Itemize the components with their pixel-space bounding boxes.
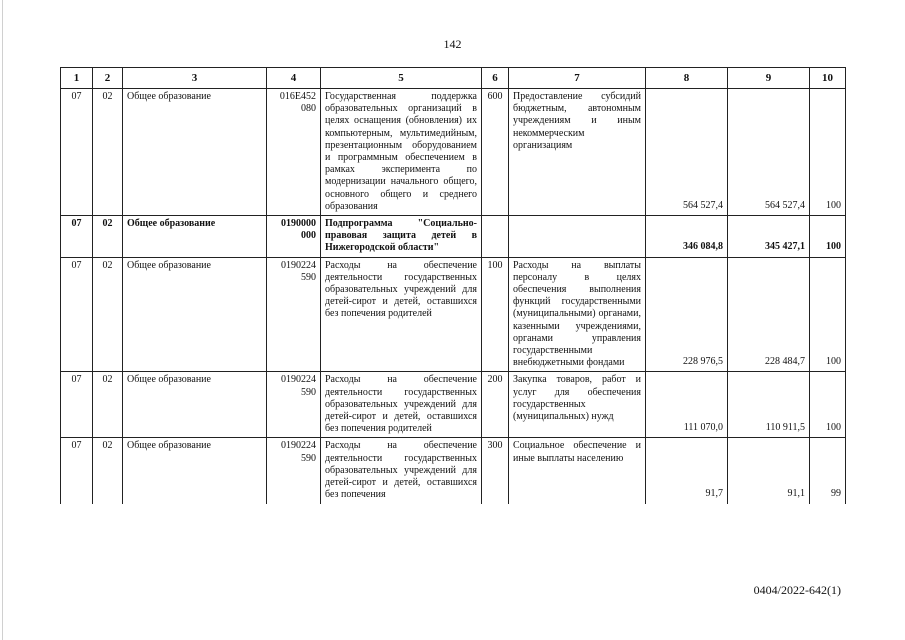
execution-percent: 100: [810, 89, 846, 216]
executed-amount: 91,1: [728, 438, 810, 504]
expense-type-name: Социальное обеспечение и иные выплаты населению: [509, 438, 646, 504]
expense-type-code: 300: [482, 438, 509, 504]
planned-amount: 91,7: [646, 438, 728, 504]
document-code: 0404/2022-642(1): [753, 583, 841, 597]
header-cell-1: 1: [61, 68, 93, 89]
section-name: Общее образование: [123, 89, 267, 216]
target-article-code: 016E452 080: [267, 89, 321, 216]
executed-amount: 564 527,4: [728, 89, 810, 216]
page-number: 142: [443, 37, 462, 51]
header-cell-8: 8: [646, 68, 728, 89]
expense-type-name: Закупка товаров, работ и услуг для обеспечения государственных (муниципальных) нужд: [509, 372, 646, 438]
expense-type-code: 200: [482, 372, 509, 438]
execution-percent: 100: [810, 216, 846, 258]
header-cell-6: 6: [482, 68, 509, 89]
budget-table: [60, 67, 846, 504]
subsection-code: 02: [93, 216, 123, 258]
execution-percent: 99: [810, 438, 846, 504]
target-article-name: Подпрограмма "Социально-правовая защита детей в Нижегородской области": [321, 216, 482, 258]
expense-type-name: Расходы на выплаты персоналу в целях обеспечения выполнения функций государственными (муниципальными) органами, казенными учреждениями, органами управления государственными внебюджетными фондами: [509, 257, 646, 372]
table-row: [61, 257, 846, 372]
header-cell-9: 9: [728, 68, 810, 89]
header-cell-2: 2: [93, 68, 123, 89]
executed-amount: 110 911,5: [728, 372, 810, 438]
section-name: Общее образование: [123, 438, 267, 504]
section-name: Общее образование: [123, 216, 267, 258]
expense-type-code: 600: [482, 89, 509, 216]
section-name: Общее образование: [123, 372, 267, 438]
header-cell-5: 5: [321, 68, 482, 89]
executed-amount: 228 484,7: [728, 257, 810, 372]
target-article-code: 0190224 590: [267, 257, 321, 372]
target-article-code: 0190224 590: [267, 438, 321, 504]
subsection-code: 02: [93, 372, 123, 438]
planned-amount: 111 070,0: [646, 372, 728, 438]
table-row: [61, 89, 846, 216]
table-row-subprogram: [61, 216, 846, 258]
section-code: 07: [61, 216, 93, 258]
header-cell-7: 7: [509, 68, 646, 89]
section-code: 07: [61, 257, 93, 372]
section-code: 07: [61, 372, 93, 438]
section-name: Общее образование: [123, 257, 267, 372]
expense-type-code: 100: [482, 257, 509, 372]
target-article-name: Расходы на обеспечение деятельности государственных образовательных учреждений для детей-сирот и детей, оставшихся без попечения: [321, 438, 482, 504]
target-article-code: 0190224 590: [267, 372, 321, 438]
planned-amount: 228 976,5: [646, 257, 728, 372]
subsection-code: 02: [93, 438, 123, 504]
table-row: [61, 372, 846, 438]
target-article-name: Расходы на обеспечение деятельности государственных образовательных учреждений для детей-сирот и детей, оставшихся без попечения родителей: [321, 372, 482, 438]
header-row: [61, 68, 846, 89]
expense-type-name: Предоставление субсидий бюджетным, автономным учреждениям и иным некоммерческим организациям: [509, 89, 646, 216]
target-article-name: Расходы на обеспечение деятельности государственных образовательных учреждений для детей-сирот и детей, оставшихся без попечения родителей: [321, 257, 482, 372]
execution-percent: 100: [810, 257, 846, 372]
header-cell-10: 10: [810, 68, 846, 89]
target-article-name: Государственная поддержка образовательных организаций в целях оснащения (обновления) их компьютерным, мультимедийным, презентационным оборудованием и программным обеспечением в рамках эксперимента по модернизации начального общего, основного общего и среднего образования: [321, 89, 482, 216]
execution-percent: 100: [810, 372, 846, 438]
table-row-truncated: [61, 438, 846, 504]
section-code: 07: [61, 438, 93, 504]
section-code: 07: [61, 89, 93, 216]
planned-amount: 564 527,4: [646, 89, 728, 216]
header-cell-4: 4: [267, 68, 321, 89]
target-article-code: 0190000 000: [267, 216, 321, 258]
expense-type-name: [509, 216, 646, 258]
expense-type-code: [482, 216, 509, 258]
header-cell-3: 3: [123, 68, 267, 89]
executed-amount: 345 427,1: [728, 216, 810, 258]
page-edge-line: [2, 0, 3, 640]
subsection-code: 02: [93, 89, 123, 216]
planned-amount: 346 084,8: [646, 216, 728, 258]
subsection-code: 02: [93, 257, 123, 372]
